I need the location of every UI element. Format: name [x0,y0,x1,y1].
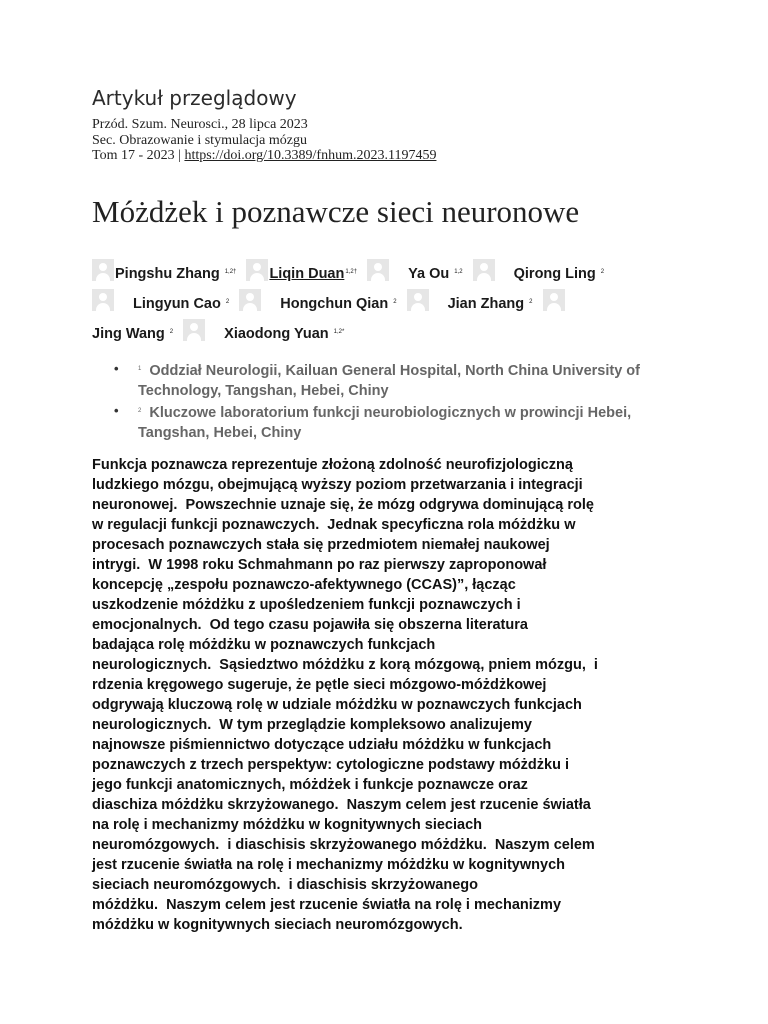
author-item[interactable] [92,326,179,342]
author-name: Hongchun Qian [280,296,389,312]
author-name: Jian Zhang [447,296,525,312]
doi-link[interactable]: https://doi.org/10.3389/fnhum.2023.1197459 [184,148,437,163]
author-line [92,288,652,318]
abstract-line: Funkcja poznawcza reprezentuje złożoną zdolność neurofizjologiczną [92,457,573,473]
avatar-placeholder-icon [239,289,261,311]
author-affiliation-sup: 1,2† [224,269,237,275]
author-affiliation-sup: 2 [169,329,174,335]
author-item[interactable] [92,296,235,312]
abstract-line: emocjonalnych. Od tego czasu pojawiła się obszerna literatura [92,617,528,633]
abstract-line: odgrywają kluczową rolę w udziale móżdżku w poznawczych funkcjach [92,697,582,713]
affiliation-text: Oddział Neurologii, Kailuan General Hospital, North China University of Technology, Tangshan, Hebei, Chiny [138,363,640,399]
abstract-line: móżdżku w kognitywnych sieciach neuromózgowych. [92,917,463,933]
author-item[interactable] [473,266,611,282]
abstract-line: na rolę i mechanizmy móżdżku w kognitywnych sieciach [92,817,482,833]
author-name: Xiaodong Yuan [224,326,329,342]
abstract-line: najnowsze piśmiennictwo dotyczące udziału móżdżku w funkcjach [92,737,552,753]
affiliation-item [114,401,644,443]
abstract-line: neuromózgowych. i diaschisis skrzyżowanego móżdżku. Naszym celem [92,837,595,853]
abstract-line: ludzkiego mózgu, obejmującą wyższy poziom przetwarzania i integracji [92,477,583,493]
author-name-link[interactable]: Liqin Duan [269,266,345,282]
author-affiliation-sup: 1,2* [333,329,345,335]
author-line [92,318,652,348]
abstract-line: w regulacji funkcji poznawczych. Jednak specyficzna rola móżdżku w [92,517,576,533]
affiliation-number: 2 [138,408,142,414]
abstract-line: neurologicznych. Sąsiedztwo móżdżku z korą mózgową, pniem mózgu, i [92,657,598,673]
author-item[interactable] [246,266,363,282]
author-affiliation-sup: 2 [600,269,605,275]
author-line [92,258,652,288]
avatar-placeholder-icon [92,259,114,281]
avatar-placeholder-icon [246,259,268,281]
avatar-placeholder-icon [367,259,389,281]
abstract-line: intrygi. W 1998 roku Schmahmann po raz pierwszy zaproponował [92,557,547,573]
abstract-line: jest rzucenie światła na rolę i mechanizmy móżdżku w kognitywnych [92,857,565,873]
author-name: Ya Ou [408,266,450,282]
author-item[interactable] [239,296,402,312]
citation-meta [92,117,436,164]
avatar-placeholder-icon [407,289,429,311]
affiliation-item [114,359,644,401]
author-item[interactable] [367,266,468,282]
author-affiliation-sup: 2 [393,299,397,305]
avatar-placeholder-icon [92,289,114,311]
abstract-line: badająca rolę móżdżku w poznawczych funkcjach [92,637,436,653]
volume-doi-line [92,148,436,164]
abstract-line: móżdżku. Naszym celem jest rzucenie światła na rolę i mechanizmy [92,897,562,913]
article-title: Móżdżek i poznawcze sieci neuronowe [92,194,580,229]
abstract-line: procesach poznawczych stała się przedmiotem niemałej naukowej [92,537,550,553]
author-list [92,258,652,348]
volume-text: Tom 17 - 2023 | [92,148,185,163]
author-affiliation-sup: 2 [529,299,533,305]
author-name: Jing Wang [92,326,165,342]
abstract-line: koncepcję „zespołu poznawczo-afektywnego (CCAS)”, łącząc [92,577,516,593]
author-item[interactable] [183,326,350,342]
author-affiliation-sup: 1,2 [454,269,463,275]
avatar-placeholder-icon [543,289,565,311]
abstract-line: neuronowej. Powszechnie uznaje się, że mózg odgrywa dominującą rolę [92,497,594,513]
journal-date-line: Przód. Szum. Neurosci., 28 lipca 2023 [92,117,308,132]
abstract [92,455,692,935]
abstract-line: poznawczych z trzech perspektyw: cytologiczne podstawy móżdżku i [92,757,569,773]
author-name: Qirong Ling [513,266,596,282]
affiliation-text: Kluczowe laboratorium funkcji neurobiologicznych w prowincji Hebei, Tangshan, Hebei, Chiny [138,405,632,441]
abstract-line: sieciach neuromózgowych. i diaschisis skrzyżowanego [92,877,478,893]
abstract-line: rdzenia kręgowego sugeruje, że pętle sieci mózgowo-móżdżkowej [92,677,547,693]
author-affiliation-sup: 2 [225,299,230,305]
author-item[interactable] [407,296,539,312]
avatar-placeholder-icon [183,319,205,341]
abstract-line: uszkodzenie móżdżku z upośledzeniem funkcji poznawczych i [92,597,521,613]
avatar-placeholder-icon [473,259,495,281]
author-name: Lingyun Cao [133,296,221,312]
abstract-line: diaschiza móżdżku skrzyżowanego. Naszym celem jest rzucenie światła [92,797,591,813]
author-item[interactable] [92,266,242,282]
section-line: Sec. Obrazowanie i stymulacja mózgu [92,132,307,148]
abstract-line: jego funkcji anatomicznych, móżdżek i funkcje poznawcze oraz [92,777,528,793]
author-name: Pingshu Zhang [115,266,220,282]
author-affiliation-sup: 1,2† [345,269,358,275]
article-type-label: Artykuł przeglądowy [92,86,297,110]
affiliation-number: 1 [138,366,142,372]
affiliation-list [114,359,644,443]
abstract-line: neurologicznych. W tym przeglądzie kompleksowo analizujemy [92,717,532,733]
